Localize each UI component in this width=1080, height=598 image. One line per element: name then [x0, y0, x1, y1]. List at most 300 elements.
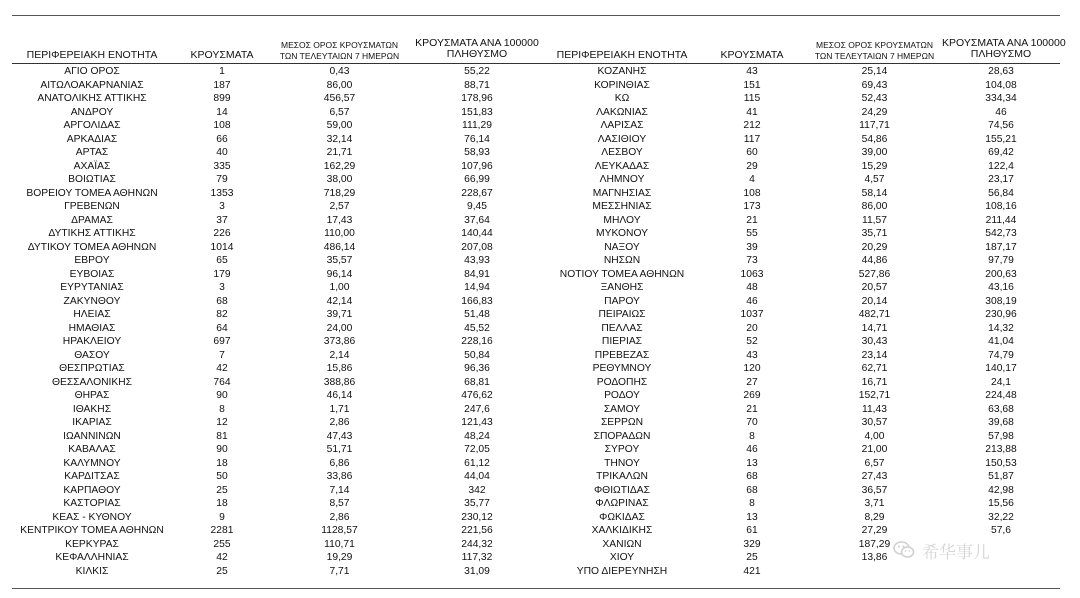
left-cases-cell: 3 — [219, 282, 225, 293]
left-region-cell: ΑΓΙΟ ΟΡΟΣ — [64, 66, 120, 77]
header-per100k-left: ΚΡΟΥΣΜΑΤΑ ΑΝΑ 100000 ΠΛΗΘΥΣΜΟ — [415, 37, 539, 60]
left-per100k-cell: 72,05 — [464, 444, 490, 455]
left-cases-cell: 37 — [216, 214, 228, 226]
left-cases-cell: 9 — [219, 511, 225, 523]
right-region-cell: ΣΑΜΟΥ — [603, 403, 641, 415]
right-per100k-cell: 57,98 — [988, 430, 1014, 442]
left-per100k-cell: 342 — [468, 484, 486, 496]
right-per100k-cell: 51,87 — [988, 471, 1014, 482]
left-avg7-cell: 456,57 — [323, 93, 356, 104]
left-region-cell: ΙΩΑΝΝΙΝΩΝ — [63, 430, 121, 442]
right-region-cell: ΠΑΡΟΥ — [604, 295, 640, 307]
table-row — [12, 470, 1060, 484]
table-row — [12, 430, 1060, 444]
left-region-cell: ΚΕΡΚΥΡΑΣ — [65, 538, 119, 550]
table-row — [12, 295, 1060, 309]
left-per100k-cell: 35,77 — [464, 498, 490, 509]
right-cases-cell: 21 — [746, 214, 758, 226]
left-per100k-cell: 51,48 — [464, 309, 490, 320]
left-cases-cell: 66 — [216, 133, 228, 145]
right-per100k-cell: 39,68 — [988, 417, 1014, 428]
table-row — [12, 146, 1060, 160]
right-cases-cell: 13 — [746, 511, 758, 523]
left-avg7-cell: 96,14 — [326, 268, 353, 280]
right-avg7-cell: 3,71 — [864, 498, 885, 509]
left-avg7-cell: 24,00 — [326, 322, 353, 334]
right-per100k-cell: 213,88 — [985, 444, 1017, 455]
right-region-cell: ΤΡΙΚΑΛΩΝ — [596, 471, 648, 482]
table-row — [12, 403, 1060, 417]
left-region-cell: ΚΑΡΠΑΘΟΥ — [63, 484, 121, 496]
table-header — [12, 36, 1066, 64]
table-row — [12, 106, 1060, 120]
left-avg7-cell: 110,71 — [324, 538, 355, 550]
right-per100k-cell: 74,79 — [988, 349, 1014, 361]
right-region-cell: ΠΕΙΡΑΙΩΣ — [598, 309, 646, 320]
left-avg7-cell: 0,43 — [329, 66, 350, 77]
right-avg7-cell: 527,86 — [858, 268, 891, 280]
left-cases-cell: 187 — [213, 79, 231, 91]
left-cases-cell: 335 — [213, 160, 231, 172]
left-cases-cell: 14 — [216, 106, 228, 118]
left-region-cell: ΚΙΛΚΙΣ — [75, 565, 109, 577]
left-per100k-cell: 247,6 — [464, 403, 490, 415]
right-region-cell: ΚΟΡΙΝΘΙΑΣ — [594, 79, 650, 91]
right-region-cell: ΝΟΤΙΟΥ ΤΟΜΕΑ ΑΘΗΝΩΝ — [559, 268, 685, 280]
left-region-cell: ΑΧΑΪΑΣ — [73, 160, 111, 172]
left-cases-cell: 79 — [216, 174, 228, 185]
right-avg7-cell: 20,29 — [861, 241, 888, 253]
left-per100k-cell: 61,12 — [464, 457, 490, 469]
right-region-cell: ΧΙΟΥ — [609, 552, 635, 563]
left-per100k-cell: 37,64 — [464, 214, 490, 226]
right-avg7-cell: 44,86 — [861, 255, 888, 266]
left-cases-cell: 108 — [213, 120, 231, 131]
left-region-cell: ΚΑΒΑΛΑΣ — [68, 444, 116, 455]
left-avg7-cell: 19,29 — [326, 552, 353, 563]
right-region-cell: ΜΥΚΟΝΟΥ — [596, 228, 648, 239]
table-row — [12, 362, 1060, 376]
left-per100k-cell: 111,29 — [462, 120, 492, 131]
left-region-cell: ΚΑΣΤΟΡΙΑΣ — [63, 498, 121, 509]
left-per100k-cell: 244,32 — [461, 538, 493, 550]
right-region-cell: ΚΟΖΑΝΗΣ — [597, 66, 647, 77]
right-avg7-cell: 187,29 — [858, 538, 891, 550]
left-per100k-cell: 14,94 — [464, 282, 490, 293]
left-region-cell: ΚΕΝΤΡΙΚΟΥ ΤΟΜΕΑ ΑΘΗΝΩΝ — [20, 525, 164, 536]
right-avg7-cell: 39,00 — [861, 147, 888, 158]
right-per100k-cell: 140,17 — [985, 363, 1017, 374]
left-cases-cell: 65 — [216, 255, 228, 266]
left-avg7-cell: 42,14 — [326, 295, 353, 307]
left-region-cell: ΔΥΤΙΚΗΣ ΑΤΤΙΚΗΣ — [48, 228, 136, 239]
table-row — [12, 565, 1060, 579]
left-avg7-cell: 32,14 — [326, 133, 353, 145]
right-cases-cell: 29 — [746, 160, 758, 172]
left-region-cell: ΚΑΡΔΙΤΣΑΣ — [64, 471, 120, 482]
left-avg7-cell: 110,00 — [324, 228, 355, 239]
header-cases-left: ΚΡΟΥΣΜΑΤΑ — [190, 49, 254, 61]
left-avg7-cell: 8,57 — [329, 498, 350, 509]
right-cases-cell: 4 — [749, 174, 755, 185]
right-avg7-cell: 54,86 — [861, 133, 888, 145]
left-per100k-cell: 117,32 — [461, 552, 493, 563]
left-cases-cell: 42 — [216, 363, 228, 374]
right-per100k-cell: 122,4 — [988, 160, 1014, 172]
right-region-cell: ΠΕΛΛΑΣ — [601, 322, 643, 334]
left-cases-cell: 8 — [219, 403, 225, 415]
left-avg7-cell: 1128,57 — [321, 525, 358, 536]
left-region-cell: ΚΕΑΣ - ΚΥΘΝΟΥ — [52, 511, 132, 523]
right-cases-cell: 46 — [746, 295, 758, 307]
right-per100k-cell: 230,96 — [985, 309, 1017, 320]
header-per100k-right: ΚΡΟΥΣΜΑΤΑ ΑΝΑ 100000 ΠΛΗΘΥΣΜΟ — [942, 37, 1066, 60]
right-cases-cell: 8 — [749, 430, 755, 442]
right-per100k-cell: 14,32 — [988, 322, 1014, 334]
left-avg7-cell: 59,00 — [326, 120, 353, 131]
left-per100k-cell: 66,99 — [464, 174, 490, 185]
right-region-cell: ΝΑΞΟΥ — [604, 241, 640, 253]
right-cases-cell: 20 — [746, 322, 758, 334]
left-region-cell: ΕΥΒΟΙΑΣ — [69, 268, 115, 280]
left-per100k-cell: 31,09 — [464, 565, 490, 577]
header-underline-right — [547, 63, 1060, 64]
right-cases-cell: 41 — [746, 106, 758, 118]
left-avg7-cell: 162,29 — [323, 160, 356, 172]
left-avg7-cell: 718,29 — [323, 187, 356, 199]
left-avg7-cell: 38,00 — [326, 174, 353, 185]
right-cases-cell: 1037 — [740, 309, 764, 320]
left-region-cell: ΒΟΙΩΤΙΑΣ — [68, 174, 116, 185]
table-row — [12, 173, 1060, 187]
right-cases-cell: 120 — [743, 363, 761, 374]
left-avg7-cell: 7,14 — [329, 484, 350, 496]
right-region-cell: ΜΗΛΟΥ — [603, 214, 641, 226]
right-avg7-cell: 35,71 — [861, 228, 888, 239]
right-per100k-cell: 23,17 — [988, 174, 1014, 185]
right-region-cell: ΦΛΩΡΙΝΑΣ — [595, 498, 649, 509]
left-per100k-cell: 207,08 — [461, 241, 493, 253]
right-per100k-cell: 308,19 — [985, 295, 1017, 307]
right-region-cell: ΠΡΕΒΕΖΑΣ — [594, 349, 650, 361]
right-avg7-cell: 6,57 — [864, 457, 885, 469]
left-per100k-cell: 228,16 — [461, 336, 493, 347]
left-region-cell: ΑΝΑΤΟΛΙΚΗΣ ΑΤΤΙΚΗΣ — [37, 93, 147, 104]
left-cases-cell: 12 — [216, 417, 228, 428]
right-per100k-cell: 200,63 — [985, 268, 1017, 280]
left-cases-cell: 64 — [216, 322, 228, 334]
table-row — [12, 119, 1060, 133]
right-region-cell: ΛΑΚΩΝΙΑΣ — [596, 106, 648, 118]
right-region-cell: ΚΩ — [614, 93, 630, 104]
left-avg7-cell: 6,86 — [329, 457, 350, 469]
right-avg7-cell: 23,14 — [861, 349, 888, 361]
right-per100k-cell: 542,73 — [985, 228, 1017, 239]
left-avg7-cell: 1,71 — [329, 403, 350, 415]
right-avg7-cell: 11,57 — [861, 214, 887, 226]
right-per100k-cell: 224,48 — [985, 390, 1017, 401]
left-cases-cell: 82 — [216, 309, 228, 320]
left-per100k-cell: 9,45 — [466, 201, 488, 212]
right-avg7-cell: 152,71 — [858, 390, 891, 401]
left-per100k-cell: 48,24 — [464, 430, 490, 442]
right-cases-cell: 13 — [746, 457, 758, 469]
table-row — [12, 160, 1060, 174]
left-cases-cell: 90 — [216, 390, 228, 401]
left-region-cell: ΚΑΛΥΜΝΟΥ — [63, 457, 121, 469]
table-row — [12, 187, 1060, 201]
right-avg7-cell: 69,43 — [861, 79, 888, 91]
left-per100k-cell: 121,43 — [461, 417, 493, 428]
left-avg7-cell: 47,43 — [326, 430, 353, 442]
left-cases-cell: 3 — [219, 201, 225, 212]
right-region-cell: ΛΑΣΙΘΙΟΥ — [597, 133, 647, 145]
left-cases-cell: 42 — [216, 552, 228, 563]
table-row — [12, 335, 1060, 349]
left-region-cell: ΔΥΤΙΚΟΥ ΤΟΜΕΑ ΑΘΗΝΩΝ — [27, 241, 157, 253]
left-avg7-cell: 388,86 — [323, 376, 356, 388]
right-per100k-cell: 56,84 — [988, 187, 1014, 199]
right-avg7-cell: 20,14 — [861, 295, 888, 307]
left-per100k-cell: 50,84 — [464, 349, 490, 361]
left-region-cell: ΖΑΚΥΝΘΟΥ — [63, 295, 121, 307]
right-region-cell: ΛΑΡΙΣΑΣ — [600, 120, 644, 131]
table-row — [12, 349, 1060, 363]
left-avg7-cell: 1,00 — [329, 282, 350, 293]
right-per100k-cell: 41,04 — [988, 336, 1014, 347]
right-cases-cell: 73 — [746, 255, 758, 266]
left-region-cell: ΑΝΔΡΟΥ — [70, 106, 114, 118]
left-cases-cell: 7 — [219, 349, 225, 361]
right-avg7-cell: 30,57 — [861, 417, 888, 428]
left-avg7-cell: 6,57 — [329, 106, 350, 118]
watermark-text: 希华事儿 — [922, 542, 990, 563]
left-avg7-cell: 46,14 — [326, 390, 353, 401]
right-per100k-cell: 108,16 — [985, 201, 1017, 212]
right-region-cell: ΡΕΘΥΜΝΟΥ — [592, 363, 652, 374]
left-per100k-cell: 228,67 — [461, 187, 493, 199]
right-avg7-cell: 58,14 — [861, 187, 888, 199]
left-cases-cell: 1014 — [210, 241, 234, 253]
left-cases-cell: 764 — [213, 376, 231, 388]
right-region-cell: ΦΘΙΩΤΙΔΑΣ — [593, 484, 651, 496]
right-cases-cell: 39 — [746, 241, 758, 253]
left-cases-cell: 90 — [216, 444, 228, 455]
left-per100k-cell: 166,83 — [461, 295, 493, 307]
left-cases-cell: 81 — [216, 430, 228, 442]
right-per100k-cell: 69,42 — [988, 147, 1014, 158]
right-per100k-cell: 211,44 — [985, 214, 1017, 226]
left-avg7-cell: 39,71 — [326, 309, 353, 320]
table-row — [12, 497, 1060, 511]
left-per100k-cell: 151,83 — [461, 106, 493, 118]
right-cases-cell: 61 — [746, 525, 758, 536]
table-row — [12, 214, 1060, 228]
right-region-cell: ΥΠΟ ΔΙΕΡΕΥΝΗΣΗ — [576, 565, 668, 577]
right-cases-cell: 8 — [749, 498, 755, 509]
right-avg7-cell: 117,71 — [859, 120, 890, 131]
left-cases-cell: 697 — [213, 336, 231, 347]
left-per100k-cell: 43,93 — [464, 255, 490, 266]
right-per100k-cell: 104,08 — [985, 79, 1017, 91]
left-cases-cell: 68 — [216, 295, 228, 307]
left-region-cell: ΘΕΣΠΡΩΤΙΑΣ — [59, 363, 125, 374]
right-cases-cell: 1063 — [740, 268, 764, 280]
left-region-cell: ΕΥΡΥΤΑΝΙΑΣ — [60, 282, 124, 293]
left-region-cell: ΒΟΡΕΙΟΥ ΤΟΜΕΑ ΑΘΗΝΩΝ — [26, 187, 158, 199]
right-cases-cell: 43 — [746, 349, 758, 361]
right-per100k-cell: 155,21 — [985, 133, 1017, 145]
right-region-cell: ΧΑΝΙΩΝ — [602, 538, 642, 550]
table-row — [12, 227, 1060, 241]
right-avg7-cell: 4,57 — [864, 174, 885, 185]
left-per100k-cell: 221,56 — [461, 525, 493, 536]
left-avg7-cell: 7,71 — [329, 565, 350, 577]
left-avg7-cell: 86,00 — [326, 79, 353, 91]
right-region-cell: ΣΠΟΡΑΔΩΝ — [593, 430, 651, 442]
header-region-right: ΠΕΡΙΦΕΡΕΙΑΚΗ ΕΝΟΤΗΤΑ — [556, 49, 688, 61]
right-per100k-cell: 42,98 — [988, 484, 1014, 496]
table-row — [12, 484, 1060, 498]
right-avg7-cell: 27,43 — [861, 471, 888, 482]
left-per100k-cell: 55,22 — [464, 66, 490, 77]
right-region-cell: ΣΥΡΟΥ — [604, 444, 640, 455]
right-avg7-cell: 52,43 — [861, 93, 888, 104]
left-region-cell: ΕΒΡΟΥ — [74, 255, 110, 266]
left-per100k-cell: 44,04 — [464, 471, 490, 482]
left-cases-cell: 18 — [216, 498, 228, 509]
left-per100k-cell: 68,81 — [464, 376, 490, 388]
right-per100k-cell: 97,79 — [988, 255, 1014, 266]
right-cases-cell: 46 — [746, 444, 758, 455]
right-region-cell: ΛΗΜΝΟΥ — [599, 174, 645, 185]
header-underline-left — [12, 63, 547, 64]
right-region-cell: ΤΗΝΟΥ — [604, 457, 640, 469]
left-region-cell: ΓΡΕΒΕΝΩΝ — [64, 201, 120, 212]
left-region-cell: ΑΙΤΩΛΟΑΚΑΡΝΑΝΙΑΣ — [40, 79, 144, 91]
left-avg7-cell: 33,86 — [326, 471, 353, 482]
right-cases-cell: 68 — [746, 471, 758, 482]
left-region-cell: ΑΡΓΟΛΙΔΑΣ — [63, 120, 121, 131]
watermark — [892, 538, 990, 562]
left-per100k-cell: 96,36 — [464, 363, 490, 374]
table-row — [12, 133, 1060, 147]
right-per100k-cell: 57,6 — [990, 525, 1012, 536]
right-per100k-cell: 63,68 — [988, 403, 1014, 415]
right-region-cell: ΠΙΕΡΙΑΣ — [601, 336, 643, 347]
right-per100k-cell: 28,63 — [988, 66, 1014, 77]
right-avg7-cell: 16,71 — [861, 376, 888, 388]
right-region-cell: ΛΕΣΒΟΥ — [601, 147, 643, 158]
wechat-icon — [892, 538, 916, 562]
table-row — [12, 268, 1060, 282]
left-avg7-cell: 2,14 — [329, 349, 350, 361]
right-cases-cell: 52 — [746, 336, 758, 347]
table-row — [12, 443, 1060, 457]
left-region-cell: ΚΕΦΑΛΛΗΝΙΑΣ — [55, 552, 129, 563]
right-cases-cell: 25 — [746, 552, 758, 563]
right-per100k-cell: 46 — [995, 106, 1007, 118]
left-avg7-cell: 373,86 — [323, 336, 356, 347]
left-cases-cell: 25 — [216, 484, 228, 496]
right-per100k-cell: 43,16 — [988, 282, 1014, 293]
table-row — [12, 200, 1060, 214]
table-row — [12, 389, 1060, 403]
right-cases-cell: 421 — [743, 565, 761, 577]
right-cases-cell: 269 — [743, 390, 761, 401]
left-region-cell: ΑΡΚΑΔΙΑΣ — [66, 133, 118, 145]
right-avg7-cell: 25,14 — [861, 66, 888, 77]
right-cases-cell: 55 — [746, 228, 758, 239]
left-region-cell: ΘΑΣΟΥ — [74, 349, 110, 361]
left-cases-cell: 2281 — [210, 525, 234, 536]
left-per100k-cell: 88,71 — [464, 79, 490, 91]
right-per100k-cell: 150,53 — [985, 457, 1017, 469]
left-per100k-cell: 178,96 — [461, 93, 493, 104]
left-region-cell: ΙΚΑΡΙΑΣ — [72, 417, 112, 428]
table-row — [12, 376, 1060, 390]
left-cases-cell: 1 — [219, 66, 225, 77]
right-region-cell: ΧΑΛΚΙΔΙΚΗΣ — [591, 525, 653, 536]
left-region-cell: ΔΡΑΜΑΣ — [71, 214, 113, 226]
right-avg7-cell: 24,29 — [861, 106, 888, 118]
left-per100k-cell: 76,14 — [464, 133, 490, 145]
right-cases-cell: 151 — [743, 79, 761, 91]
table-row — [12, 241, 1060, 255]
left-region-cell: ΗΜΑΘΙΑΣ — [68, 322, 116, 334]
header-region-left: ΠΕΡΙΦΕΡΕΙΑΚΗ ΕΝΟΤΗΤΑ — [26, 49, 158, 61]
left-cases-cell: 25 — [216, 565, 228, 577]
bottom-rule — [12, 588, 1060, 589]
right-cases-cell: 117 — [743, 133, 761, 145]
left-cases-cell: 1353 — [210, 187, 234, 199]
header-cases-right: ΚΡΟΥΣΜΑΤΑ — [720, 49, 784, 61]
left-per100k-cell: 84,91 — [464, 268, 490, 280]
right-cases-cell: 60 — [746, 147, 758, 158]
left-avg7-cell: 2,86 — [329, 511, 350, 523]
right-avg7-cell: 14,71 — [861, 322, 888, 334]
right-cases-cell: 329 — [743, 538, 761, 550]
right-cases-cell: 115 — [743, 93, 761, 104]
right-region-cell: ΡΟΔΟΥ — [604, 390, 640, 401]
right-cases-cell: 27 — [746, 376, 758, 388]
left-cases-cell: 899 — [213, 93, 231, 104]
right-cases-cell: 68 — [746, 484, 758, 496]
top-rule — [12, 15, 1060, 16]
right-cases-cell: 43 — [746, 66, 758, 77]
right-avg7-cell: 30,43 — [861, 336, 888, 347]
right-cases-cell: 70 — [746, 417, 758, 428]
left-avg7-cell: 486,14 — [323, 241, 356, 253]
left-region-cell: ΗΡΑΚΛΕΙΟΥ — [62, 336, 122, 347]
right-avg7-cell: 8,29 — [864, 511, 885, 523]
table-row — [12, 308, 1060, 322]
right-per100k-cell: 32,22 — [988, 511, 1014, 523]
right-cases-cell: 212 — [743, 120, 761, 131]
left-per100k-cell: 476,62 — [461, 390, 493, 401]
right-region-cell: ΛΕΥΚΑΔΑΣ — [594, 160, 650, 172]
table-row — [12, 65, 1060, 79]
right-region-cell: ΜΑΓΝΗΣΙΑΣ — [592, 187, 652, 199]
left-per100k-cell: 45,52 — [464, 322, 490, 334]
left-avg7-cell: 17,43 — [326, 214, 353, 226]
left-cases-cell: 226 — [213, 228, 231, 239]
right-avg7-cell: 13,86 — [861, 552, 888, 563]
left-per100k-cell: 58,93 — [464, 147, 490, 158]
left-cases-cell: 40 — [216, 147, 228, 158]
left-avg7-cell: 51,71 — [326, 444, 353, 455]
table-body — [12, 65, 1060, 578]
